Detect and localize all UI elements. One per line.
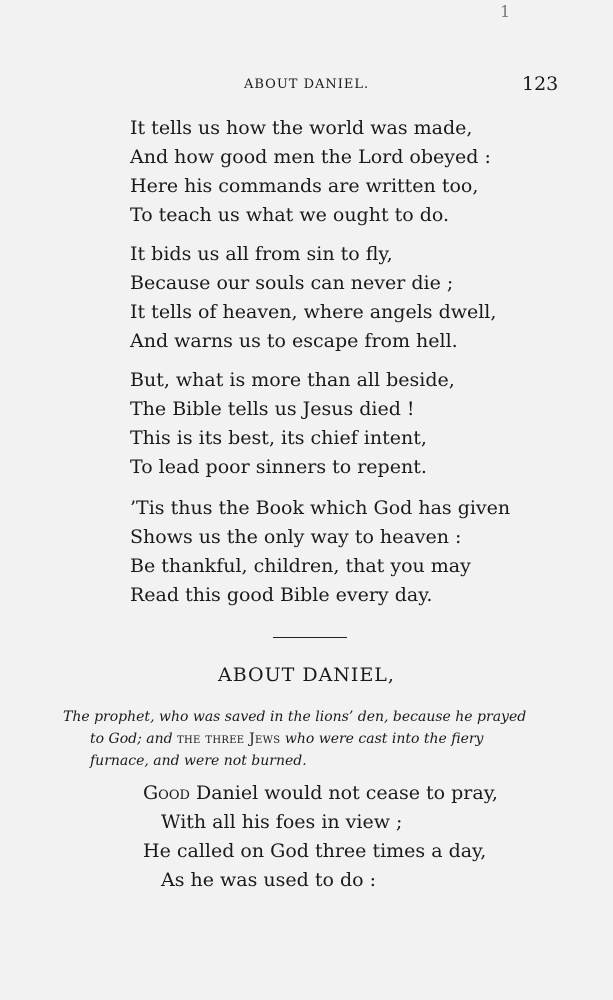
poem-line: As he was used to do : — [161, 869, 377, 891]
poem-line: This is its best, its chief intent, — [130, 427, 427, 449]
poem-line: The Bible tells us Jesus died ! — [130, 398, 415, 420]
section-subtitle — [63, 706, 568, 772]
poem-line: ’Tis thus the Book which God has given — [130, 497, 511, 519]
poem-line: To teach us what we ought to do. — [130, 204, 450, 226]
poem-stanza-4 — [130, 494, 510, 610]
subtitle-text: to God; and — [90, 731, 178, 747]
subtitle-smallcaps-text: the three Jews — [177, 731, 281, 747]
poem-line: Shows us the only way to heaven : — [130, 526, 462, 548]
poem-line: And how good men the Lord obeyed : — [130, 146, 491, 168]
top-margin-mark: 1 — [500, 2, 511, 21]
running-head — [0, 73, 613, 99]
subtitle-line — [63, 728, 568, 750]
section-title: ABOUT DANIEL, — [218, 664, 395, 686]
poem-line: To lead poor sinners to repent. — [130, 456, 427, 478]
poem-daniel — [143, 779, 498, 895]
poem-line: And warns us to escape from hell. — [130, 330, 458, 352]
poem-line: It tells of heaven, where angels dwell, — [130, 301, 497, 323]
poem-line: Here his commands are written too, — [130, 175, 479, 197]
poem-stanza-3 — [130, 366, 455, 482]
running-title: ABOUT DANIEL. — [244, 77, 370, 92]
poem-line: Because our souls can never die ; — [130, 272, 454, 294]
poem-line — [143, 779, 498, 808]
subtitle-text: who were cast into the fiery — [280, 731, 484, 747]
poem-line: With all his foes in view ; — [161, 811, 403, 833]
page-number: 123 — [522, 73, 559, 95]
poem-line: Read this good Bible every day. — [130, 584, 433, 606]
poem-line: But, what is more than all beside, — [130, 369, 455, 391]
opening-word: Good — [143, 782, 190, 804]
subtitle-line: furnace, and were not burned. — [90, 753, 307, 769]
poem-stanza-2 — [130, 240, 496, 356]
poem-line: He called on God three times a day, — [143, 840, 487, 862]
section-divider — [273, 637, 347, 638]
poem-line: It tells us how the world was made, — [130, 117, 473, 139]
subtitle-line: The prophet, who was saved in the lions’ den, because he prayed — [63, 709, 527, 725]
poem-stanza-1 — [130, 114, 491, 230]
poem-line-rest: Daniel would not cease to pray, — [189, 782, 498, 804]
poem-line: Be thankful, children, that you may — [130, 555, 471, 577]
poem-line: It bids us all from sin to fly, — [130, 243, 393, 265]
